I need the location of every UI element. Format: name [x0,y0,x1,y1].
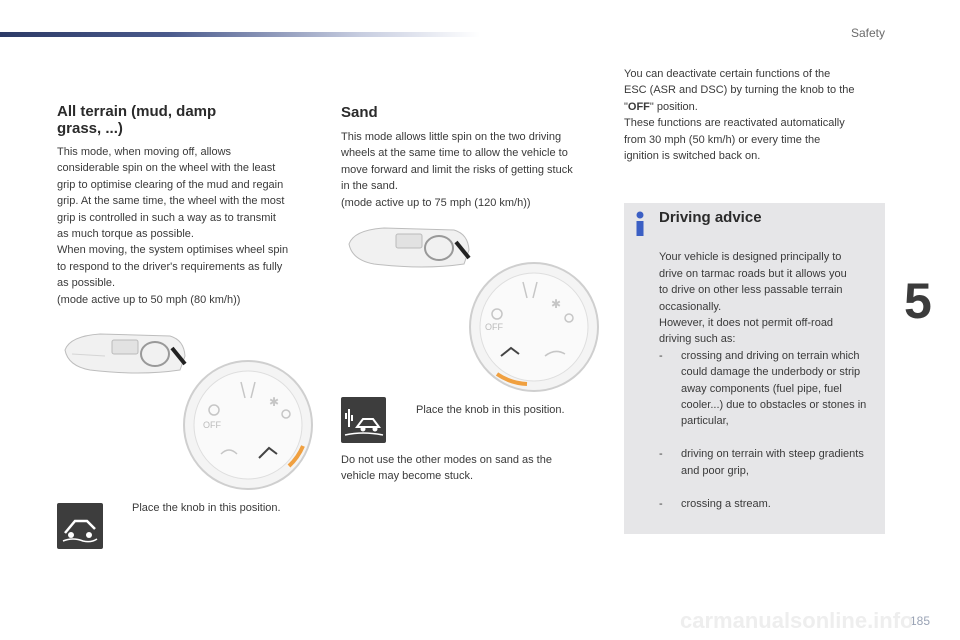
driving-advice-body [659,233,881,528]
all-terrain-mode-icon [57,503,103,549]
off-position-label: OFF [627,100,650,113]
svg-text:✱: ✱ [269,395,280,409]
driving-advice-box [624,203,885,534]
all-terrain-body: This mode, when moving off, allows considerable spin on the wheel with the least grip to optimise clearing of the mud and regain grip. At the same time, the wheel with the most grip is controlled in such a way as to transmit as much torque as possible. When moving, the system optimises wheel spin to respond to the driver's requirements as fully as possible. (mode active up to 50 mph (80 km/h)) [57,146,289,306]
all-terrain-instruction-text: Place the knob in this position. [132,502,281,514]
sand-body: This mode allows little spin on the two driving wheels at the same time to allow the vehicle to move forward and limit the risks of getting stuck in the sand. (mode active up to 75 mph (120 km/h)) [341,131,573,209]
mode-knob-illustration-2 [467,260,601,394]
sand-heading: Sand [341,104,378,121]
deactivate-text [624,66,886,164]
all-terrain-heading: All terrain (mud, damp grass, ...) [57,103,217,137]
driving-advice-heading: Driving advice [659,209,762,226]
deactivate-text-part2: " position. These functions are reactivated automatically from 30 mph (50 km/h) or every time the ignition is switched back on. [624,100,845,163]
section-title: Safety [850,26,885,40]
dashboard-illustration-1 [60,330,190,380]
driving-advice-intro: Your vehicle is designed principally to drive on tarmac roads but it allows you to drive on other less passable terrain occasionally. However, it does not permit off-road driving such as: [659,251,847,346]
sand-instruction-text: Place the knob in this position. [416,404,565,416]
dash-marker: - [659,448,663,461]
driving-advice-item-1: - crossing and driving on terrain which could damage the underbody or strip away components (fuel pipe, fuel cooler...) due to obstacles or stones in particular, [659,349,867,428]
driving-advice-item-2: - driving on terrain with steep gradients and poor grip, [659,448,864,477]
sand-instruction [400,404,565,416]
svg-text:✱: ✱ [551,297,562,311]
all-terrain-instruction [116,502,281,514]
sand-mode-icon [341,397,386,443]
dash-marker: - [659,497,663,510]
knob-off-label-1: OFF [203,420,221,430]
mode-knob-illustration-1 [181,358,315,492]
sand-warning: Do not use the other modes on sand as the vehicle may become stuck. [341,454,552,483]
knob-off-label-2: OFF [485,322,503,332]
header-accent-bar [0,32,480,37]
deactivate-text-part1: You can deactivate certain functions of the ESC (ASR and DSC) by turning the knob to the " [624,68,855,113]
info-icon [634,211,646,237]
dashboard-illustration-2 [344,224,474,274]
watermark: carmanualsonline.info [680,608,914,633]
dash-marker: - [659,349,663,362]
page-number: 185 [910,614,931,628]
chapter-number: 5 [904,273,932,329]
driving-advice-item-3: - crossing a stream. [659,496,881,512]
